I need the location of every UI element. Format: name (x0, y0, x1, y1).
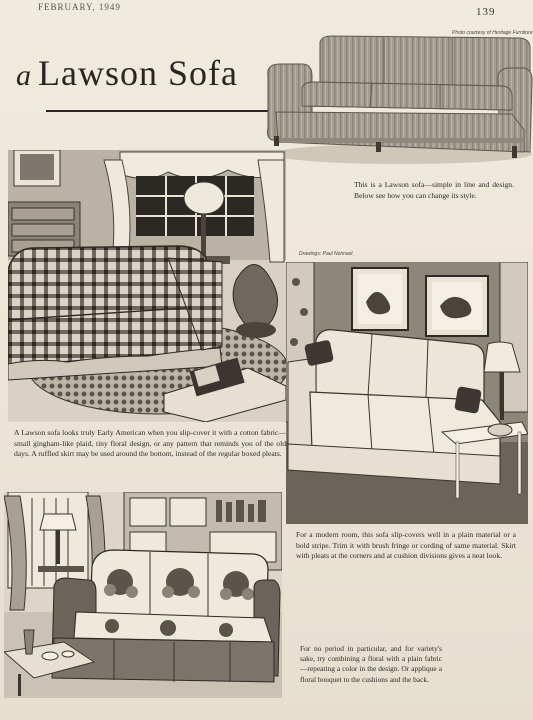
caption-modern: For a modern room, this sofa slip-covers well in a plain material or a bold stripe. Trim it with brush fringe or cording of same material. Skirt with pleats at the corners and at cushion divisions gives a neat look. (296, 530, 516, 560)
lawson-sofa-photo (262, 34, 533, 174)
modern-sofa-illustration (286, 262, 528, 524)
early-american-sofa-illustration (8, 150, 286, 422)
floral-sofa-illustration (4, 492, 282, 698)
title-main: Lawson Sofa (38, 53, 238, 93)
caption-no-period: For no period in particular, and for variety's sake, try combining a floral with a plain fabric—repeating a color in the design. Or applique a floral bouquet to the cushions and the back. (300, 644, 442, 684)
photo-credit: Photo courtesy of Heritage Furniture (452, 30, 533, 36)
title-prefix: a (16, 59, 32, 92)
title-underline (46, 110, 268, 112)
page-title (16, 52, 238, 94)
page-number: 139 (476, 6, 496, 18)
caption-early-american: A Lawson sofa looks truly Early American when you slip-cover it with a cotton fabric—small gingham-like plaid, tiny floral design, or any pattern that reminds you of the old days. A ruffled skirt may be used around the bottom, instead of the regular boxed pleats. (14, 428, 286, 458)
caption-intro: This is a Lawson sofa—simple in line and design. Below see how you can change its style. (354, 180, 514, 200)
header-date: FEBRUARY, 1949 (38, 2, 121, 12)
drawings-credit: Drawings: Paul Nonnast (299, 251, 353, 257)
